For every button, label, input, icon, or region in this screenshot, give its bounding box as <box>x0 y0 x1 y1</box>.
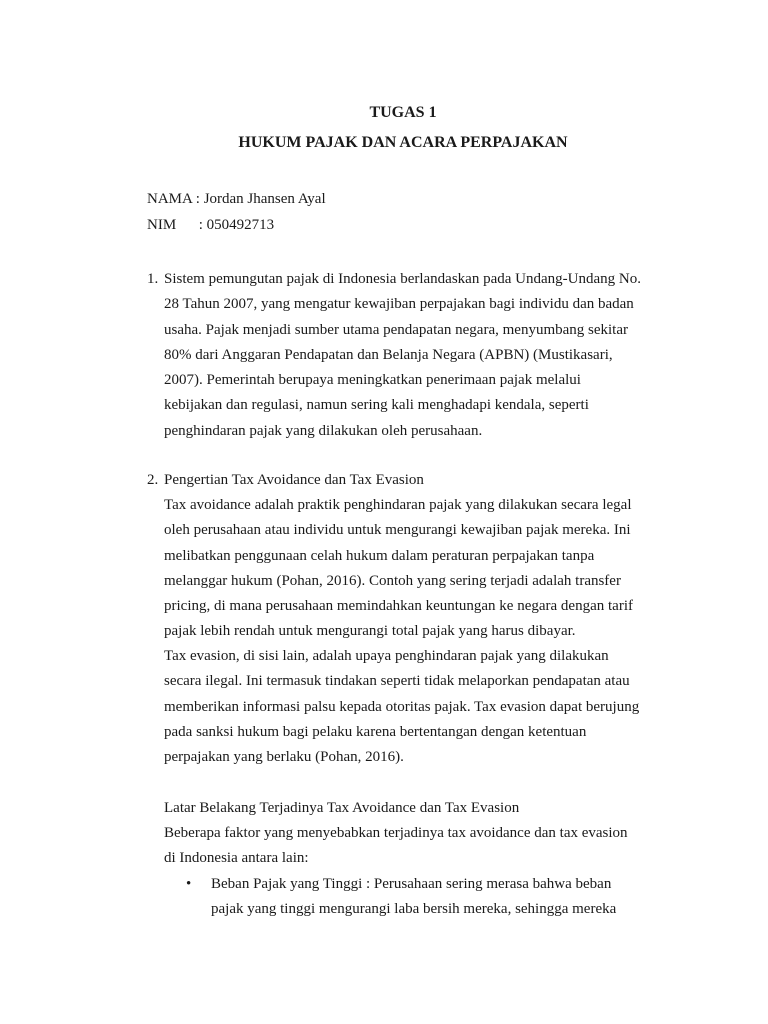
tax-avoidance-paragraph <box>164 493 633 645</box>
student-id-row <box>147 215 274 235</box>
course-title: HUKUM PAJAK DAN ACARA PERPAJAKAN <box>238 134 568 151</box>
paragraph-line: secara ilegal. Ini termasuk tindakan seperti tidak melaporkan pendapatan atau <box>164 673 630 690</box>
paragraph-line: Beberapa faktor yang menyebabkan terjadinya tax avoidance dan tax evasion <box>164 825 628 841</box>
paragraph-line: pada sanksi hukum bagi pelaku karena bertentangan dengan ketentuan <box>164 723 587 740</box>
background-heading: Latar Belakang Terjadinya Tax Avoidance dan Tax Evasion <box>164 800 520 816</box>
paragraph-line: kebijakan dan regulasi, namun sering kali menghadapi kendala, seperti <box>164 397 589 414</box>
bullet-item-high-tax <box>211 872 616 923</box>
paragraph-line: Tax evasion, di sisi lain, adalah upaya penghindaran pajak yang dilakukan <box>164 648 609 664</box>
nim-value: : 050492713 <box>198 217 275 233</box>
item-1-number: 1. <box>147 271 159 287</box>
bullet-icon: • <box>186 876 192 892</box>
paragraph-line: pricing, di mana perusahaan memindahkan keuntungan ke negara dengan tarif <box>164 598 633 615</box>
item-2-number: 2. <box>147 472 159 488</box>
paragraph-line: penghindaran pajak yang dilakukan oleh perusahaan. <box>164 422 483 439</box>
background-intro <box>164 821 628 872</box>
paragraph-line: 2007). Pemerintah berupaya meningkatkan penerimaan pajak melalui <box>164 372 581 389</box>
paragraph-line: usaha. Pajak menjadi sumber utama pendapatan negara, menyumbang sekitar <box>164 321 629 338</box>
paragraph-line: melibatkan penggunaan celah hukum dalam peraturan perpajakan tanpa <box>164 547 595 564</box>
paragraph-line: Tax avoidance adalah praktik penghindaran pajak yang dilakukan secara legal <box>164 497 632 513</box>
item-1-paragraph <box>164 267 641 444</box>
paragraph-line: memberikan informasi palsu kepada otoritas pajak. Tax evasion dapat berujung <box>164 698 640 715</box>
name-value: Jordan Jhansen Ayal <box>203 191 326 207</box>
paragraph-line: pajak lebih rendah untuk mengurangi total pajak yang harus dibayar. <box>164 623 576 640</box>
assignment-title: TUGAS 1 <box>369 104 437 121</box>
paragraph-line: pajak yang tinggi mengurangi laba bersih mereka, sehingga mereka <box>211 901 617 918</box>
paragraph-line: Beban Pajak yang Tinggi : Perusahaan sering merasa bahwa beban <box>211 876 612 892</box>
paragraph-line: 80% dari Anggaran Pendapatan dan Belanja Negara (APBN) (Mustikasari, <box>164 346 613 363</box>
paragraph-line: 28 Tahun 2007, yang mengatur kewajiban perpajakan bagi individu dan badan <box>164 296 634 313</box>
nim-label: NIM <box>147 217 177 233</box>
paragraph-line: di Indonesia antara lain: <box>164 850 309 867</box>
paragraph-line: oleh perusahaan atau individu untuk mengurangi kewajiban pajak mereka. Ini <box>164 522 631 539</box>
student-name-row <box>147 189 326 209</box>
paragraph-line: perpajakan yang berlaku (Pohan, 2016). <box>164 749 404 766</box>
paragraph-line: melanggar hukum (Pohan, 2016). Contoh yang sering terjadi adalah transfer <box>164 572 621 589</box>
item-2-heading: Pengertian Tax Avoidance dan Tax Evasion <box>164 472 424 488</box>
paragraph-line: Sistem pemungutan pajak di Indonesia berlandaskan pada Undang-Undang No. <box>164 271 641 287</box>
name-label: NAMA : <box>147 191 200 207</box>
tax-evasion-paragraph <box>164 644 639 770</box>
